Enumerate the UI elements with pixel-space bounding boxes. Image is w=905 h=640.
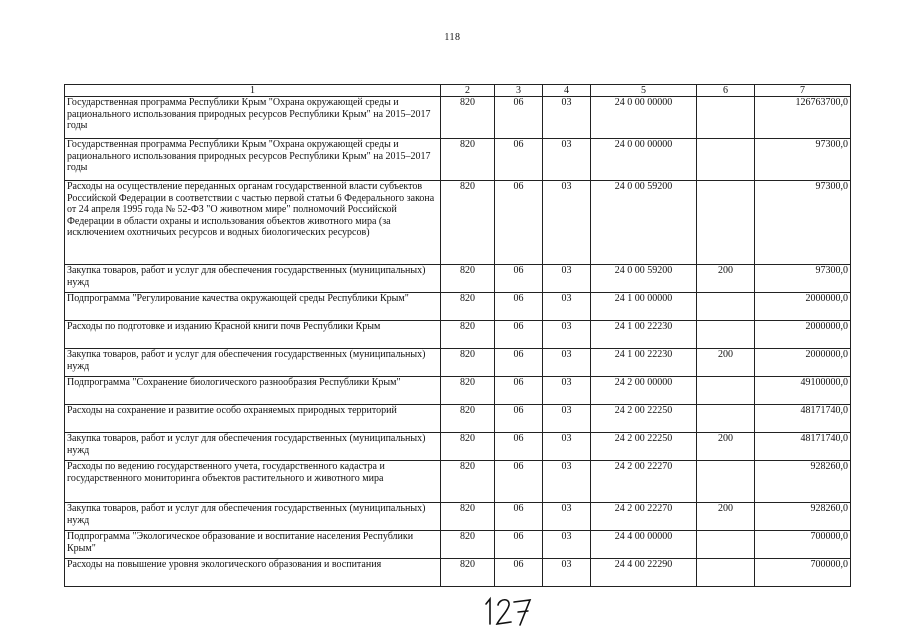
row-section-cell: 06 xyxy=(495,181,543,265)
row-amount-cell: 928260,0 xyxy=(755,503,851,531)
row-target-article-cell: 24 0 00 59200 xyxy=(591,265,697,293)
row-code-cell: 820 xyxy=(441,139,495,181)
row-section-cell: 06 xyxy=(495,321,543,349)
row-name-cell: Подпрограмма "Регулирование качества окружающей среды Республики Крым" xyxy=(65,293,441,321)
row-subsection-cell: 03 xyxy=(543,349,591,377)
row-expense-type-cell xyxy=(697,377,755,405)
row-subsection-cell: 03 xyxy=(543,461,591,503)
row-target-article-cell: 24 2 00 22250 xyxy=(591,433,697,461)
row-section-cell: 06 xyxy=(495,377,543,405)
row-amount-cell: 928260,0 xyxy=(755,461,851,503)
row-subsection-cell: 03 xyxy=(543,321,591,349)
row-name-cell: Подпрограмма "Сохранение биологического разнообразия Республики Крым" xyxy=(65,377,441,405)
row-code-cell: 820 xyxy=(441,349,495,377)
row-section-cell: 06 xyxy=(495,461,543,503)
row-section-cell: 06 xyxy=(495,405,543,433)
row-name-cell: Закупка товаров, работ и услуг для обеспечения государственных (муниципальных) нужд xyxy=(65,265,441,293)
table-row xyxy=(65,321,851,349)
row-code-cell: 820 xyxy=(441,97,495,139)
table-row xyxy=(65,181,851,265)
table-row xyxy=(65,405,851,433)
row-section-cell: 06 xyxy=(495,433,543,461)
row-section-cell: 06 xyxy=(495,265,543,293)
column-header: 6 xyxy=(697,85,755,97)
row-expense-type-cell xyxy=(697,97,755,139)
row-code-cell: 820 xyxy=(441,405,495,433)
column-header: 4 xyxy=(543,85,591,97)
row-amount-cell: 97300,0 xyxy=(755,265,851,293)
row-code-cell: 820 xyxy=(441,503,495,531)
row-expense-type-cell xyxy=(697,559,755,587)
row-amount-cell: 2000000,0 xyxy=(755,349,851,377)
column-header: 2 xyxy=(441,85,495,97)
row-expense-type-cell xyxy=(697,181,755,265)
row-amount-cell: 97300,0 xyxy=(755,181,851,265)
table-header-row xyxy=(65,85,851,97)
row-subsection-cell: 03 xyxy=(543,405,591,433)
budget-table xyxy=(64,84,851,587)
row-name-cell: Расходы на повышение уровня экологического образования и воспитания xyxy=(65,559,441,587)
row-target-article-cell: 24 1 00 00000 xyxy=(591,293,697,321)
row-expense-type-cell xyxy=(697,321,755,349)
row-amount-cell: 97300,0 xyxy=(755,139,851,181)
row-name-cell: Подпрограмма "Экологическое образование и воспитание населения Республики Крым" xyxy=(65,531,441,559)
table-row xyxy=(65,503,851,531)
row-name-cell: Государственная программа Республики Крым "Охрана окружающей среды и рационального использования природных ресурсов Республики Крым" на 2015–2017 годы xyxy=(65,97,441,139)
row-code-cell: 820 xyxy=(441,265,495,293)
row-target-article-cell: 24 4 00 00000 xyxy=(591,531,697,559)
row-target-article-cell: 24 0 00 00000 xyxy=(591,139,697,181)
row-target-article-cell: 24 2 00 22250 xyxy=(591,405,697,433)
table-row xyxy=(65,433,851,461)
row-expense-type-cell xyxy=(697,531,755,559)
row-target-article-cell: 24 2 00 22270 xyxy=(591,503,697,531)
row-target-article-cell: 24 0 00 59200 xyxy=(591,181,697,265)
row-subsection-cell: 03 xyxy=(543,265,591,293)
row-name-cell: Закупка товаров, работ и услуг для обеспечения государственных (муниципальных) нужд xyxy=(65,349,441,377)
row-subsection-cell: 03 xyxy=(543,559,591,587)
row-subsection-cell: 03 xyxy=(543,293,591,321)
row-name-cell: Государственная программа Республики Крым "Охрана окружающей среды и рационального использования природных ресурсов Республики Крым" на 2015–2017 годы xyxy=(65,139,441,181)
row-amount-cell: 700000,0 xyxy=(755,531,851,559)
row-expense-type-cell xyxy=(697,139,755,181)
row-target-article-cell: 24 1 00 22230 xyxy=(591,321,697,349)
row-amount-cell: 48171740,0 xyxy=(755,433,851,461)
row-name-cell: Расходы на осуществление переданных органам государственной власти субъектов Российской Федерации в соответствии с частью первой статьи 6 Федерального закона от 24 апреля 1995 года № 52-ФЗ "О животном мире" полномочий Российской Федерации в области охраны и использования объектов животного мира (за исключением охотничьих ресурсов и водных биологических ресурсов) xyxy=(65,181,441,265)
column-header: 7 xyxy=(755,85,851,97)
row-section-cell: 06 xyxy=(495,503,543,531)
row-target-article-cell: 24 2 00 22270 xyxy=(591,461,697,503)
row-amount-cell: 2000000,0 xyxy=(755,321,851,349)
column-header: 1 xyxy=(65,85,441,97)
row-subsection-cell: 03 xyxy=(543,433,591,461)
row-amount-cell: 48171740,0 xyxy=(755,405,851,433)
row-subsection-cell: 03 xyxy=(543,97,591,139)
row-amount-cell: 49100000,0 xyxy=(755,377,851,405)
row-section-cell: 06 xyxy=(495,531,543,559)
row-expense-type-cell xyxy=(697,405,755,433)
table-row xyxy=(65,349,851,377)
row-subsection-cell: 03 xyxy=(543,503,591,531)
row-target-article-cell: 24 0 00 00000 xyxy=(591,97,697,139)
row-amount-cell: 2000000,0 xyxy=(755,293,851,321)
row-subsection-cell: 03 xyxy=(543,181,591,265)
row-section-cell: 06 xyxy=(495,97,543,139)
row-expense-type-cell: 200 xyxy=(697,433,755,461)
table-row xyxy=(65,293,851,321)
row-name-cell: Закупка товаров, работ и услуг для обеспечения государственных (муниципальных) нужд xyxy=(65,503,441,531)
row-code-cell: 820 xyxy=(441,461,495,503)
row-amount-cell: 126763700,0 xyxy=(755,97,851,139)
row-subsection-cell: 03 xyxy=(543,377,591,405)
table-row xyxy=(65,377,851,405)
handwritten-page-number xyxy=(478,594,538,628)
row-name-cell: Закупка товаров, работ и услуг для обеспечения государственных (муниципальных) нужд xyxy=(65,433,441,461)
table-row xyxy=(65,461,851,503)
table-row xyxy=(65,531,851,559)
page-number: 118 xyxy=(444,32,461,43)
row-code-cell: 820 xyxy=(441,377,495,405)
row-name-cell: Расходы на сохранение и развитие особо охраняемых природных территорий xyxy=(65,405,441,433)
row-expense-type-cell: 200 xyxy=(697,349,755,377)
row-target-article-cell: 24 1 00 22230 xyxy=(591,349,697,377)
row-code-cell: 820 xyxy=(441,531,495,559)
row-name-cell: Расходы по ведению государственного учета, государственного кадастра и государственного мониторинга объектов растительного и животного мира xyxy=(65,461,441,503)
row-section-cell: 06 xyxy=(495,349,543,377)
row-subsection-cell: 03 xyxy=(543,531,591,559)
row-code-cell: 820 xyxy=(441,293,495,321)
row-target-article-cell: 24 4 00 22290 xyxy=(591,559,697,587)
column-header: 5 xyxy=(591,85,697,97)
row-expense-type-cell: 200 xyxy=(697,265,755,293)
row-expense-type-cell xyxy=(697,461,755,503)
row-code-cell: 820 xyxy=(441,433,495,461)
row-expense-type-cell xyxy=(697,293,755,321)
table-row xyxy=(65,265,851,293)
row-expense-type-cell: 200 xyxy=(697,503,755,531)
column-header: 3 xyxy=(495,85,543,97)
table-row xyxy=(65,139,851,181)
row-section-cell: 06 xyxy=(495,293,543,321)
row-subsection-cell: 03 xyxy=(543,139,591,181)
table-row xyxy=(65,97,851,139)
row-target-article-cell: 24 2 00 00000 xyxy=(591,377,697,405)
row-code-cell: 820 xyxy=(441,181,495,265)
row-section-cell: 06 xyxy=(495,559,543,587)
row-code-cell: 820 xyxy=(441,321,495,349)
row-section-cell: 06 xyxy=(495,139,543,181)
table-row xyxy=(65,559,851,587)
row-name-cell: Расходы по подготовке и изданию Красной книги почв Республики Крым xyxy=(65,321,441,349)
row-amount-cell: 700000,0 xyxy=(755,559,851,587)
row-code-cell: 820 xyxy=(441,559,495,587)
